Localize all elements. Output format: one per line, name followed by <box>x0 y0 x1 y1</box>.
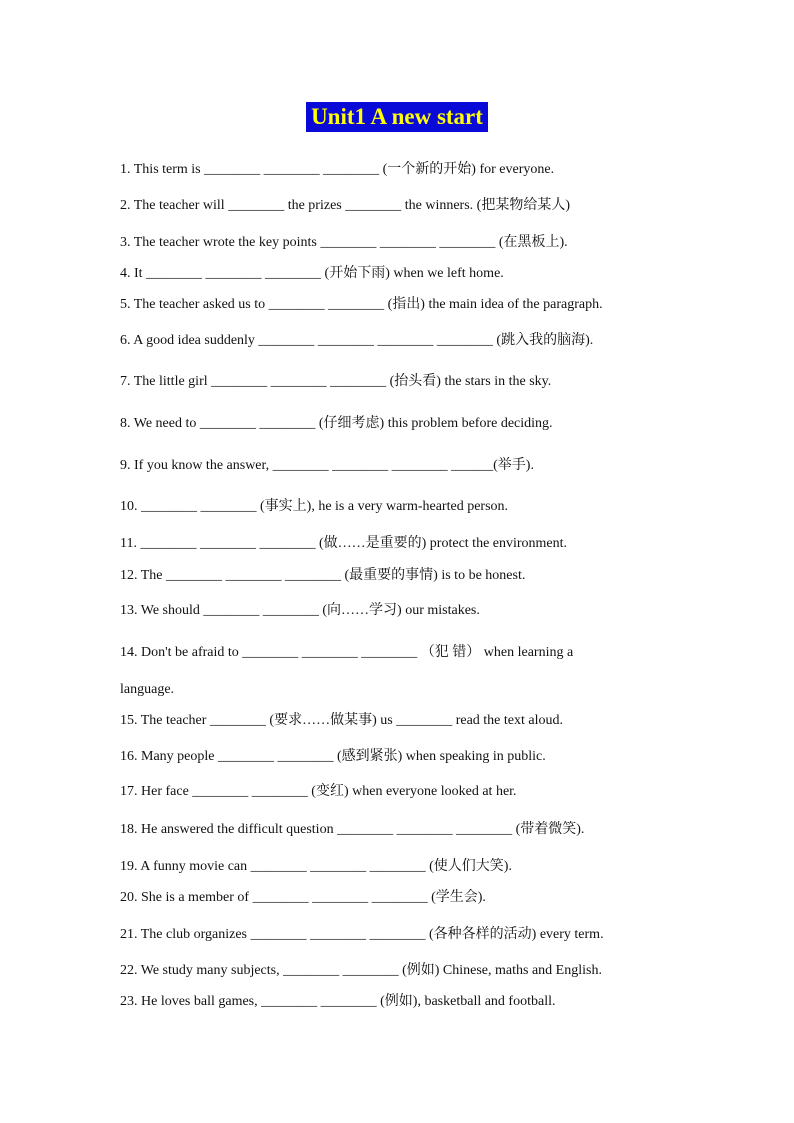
exercise-18: 18. He answered the difficult question ________ ________ ________ (带着微笑). <box>120 822 585 837</box>
exercise-2: 2. The teacher will ________ the prizes ________ the winners. (把某物给某人) <box>120 198 570 213</box>
exercise-16: 16. Many people ________ ________ (感到紧张) when speaking in public. <box>120 749 546 764</box>
exercise-4: 4. It ________ ________ ________ (开始下雨) when we left home. <box>120 266 504 281</box>
exercise-12: 12. The ________ ________ ________ (最重要的事情) is to be honest. <box>120 568 526 583</box>
exercise-13: 13. We should ________ ________ (向……学习) our mistakes. <box>120 603 480 618</box>
exercise-19: 19. A funny movie can ________ ________ ________ (使人们大笑). <box>120 859 512 874</box>
exercise-6: 6. A good idea suddenly ________ ________ ________ ________ (跳入我的脑海). <box>120 333 594 348</box>
exercise-5: 5. The teacher asked us to ________ ________ (指出) the main idea of the paragraph. <box>120 297 603 312</box>
exercise-9: 9. If you know the answer, ________ ________ ________ ______(举手). <box>120 458 534 473</box>
page-title: Unit1 A new start <box>306 102 488 132</box>
exercise-14: 14. Don't be afraid to ________ ________ ________ （犯 错） when learning a <box>120 645 574 660</box>
exercise-21: 21. The club organizes ________ ________ ________ (各种各样的活动) every term. <box>120 927 604 942</box>
exercise-22: 22. We study many subjects, ________ ________ (例如) Chinese, maths and English. <box>120 963 602 978</box>
exercise-1: 1. This term is ________ ________ ________ (一个新的开始) for everyone. <box>120 162 555 177</box>
exercise-8: 8. We need to ________ ________ (仔细考虑) this problem before deciding. <box>120 416 553 431</box>
exercise-14-continuation: language. <box>120 682 175 697</box>
exercise-3: 3. The teacher wrote the key points ________ ________ ________ (在黑板上). <box>120 235 568 250</box>
exercise-23: 23. He loves ball games, ________ ________ (例如), basketball and football. <box>120 994 556 1009</box>
exercise-7: 7. The little girl ________ ________ ________ (抬头看) the stars in the sky. <box>120 374 552 389</box>
exercise-10: 10. ________ ________ (事实上), he is a very warm-hearted person. <box>120 499 509 514</box>
exercise-15: 15. The teacher ________ (要求……做某事) us ________ read the text aloud. <box>120 713 563 728</box>
exercise-11: 11. ________ ________ ________ (做……是重要的) protect the environment. <box>120 536 568 551</box>
exercise-17: 17. Her face ________ ________ (变红) when everyone looked at her. <box>120 784 517 799</box>
exercise-20: 20. She is a member of ________ ________ ________ (学生会). <box>120 890 486 905</box>
